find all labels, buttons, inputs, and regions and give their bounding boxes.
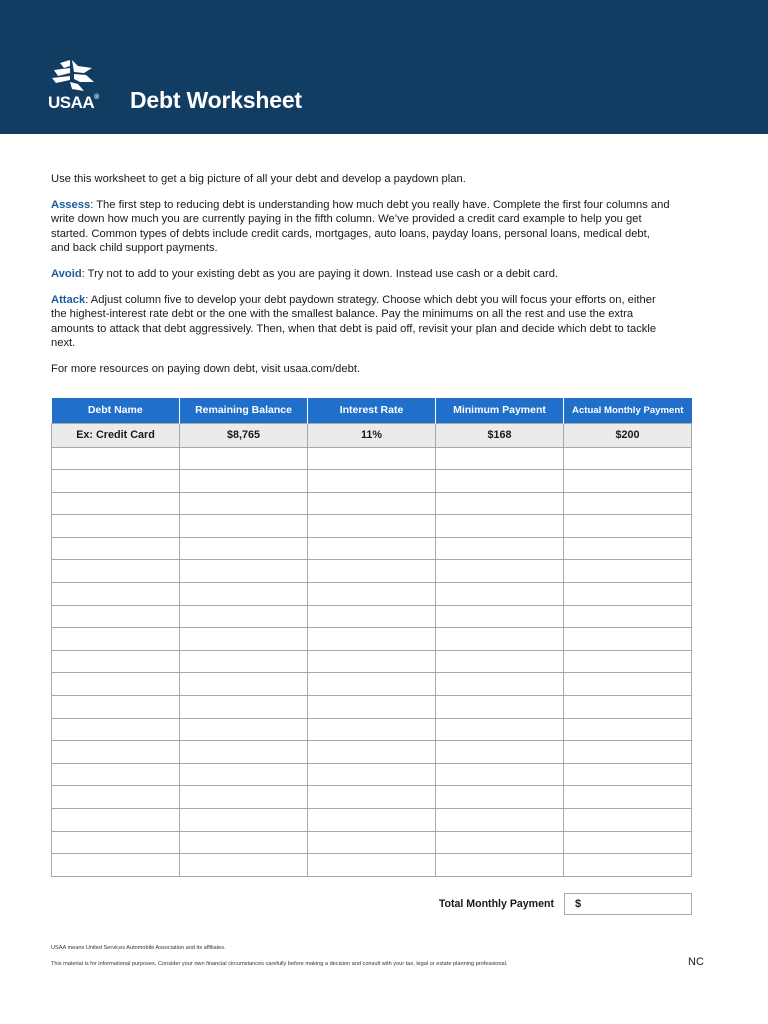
actual-cell[interactable] [564,628,692,651]
page-title: Debt Worksheet [130,87,302,113]
debt-name-cell[interactable] [52,560,180,583]
example-rate: 11% [308,423,436,447]
total-field[interactable]: $ [564,893,692,915]
col-debt-name: Debt Name [52,398,180,423]
example-debt-name: Ex: Credit Card [52,423,180,447]
balance-cell[interactable] [180,470,308,493]
footnote-disclaimer: This material is for informational purposes. Consider your own financial circumstances carefully before making a decision and consult with your tax, legal or estate planning professional. [51,961,508,967]
debt-name-cell[interactable] [52,786,180,809]
actual-cell[interactable] [564,809,692,832]
debt-name-cell[interactable] [52,854,180,877]
debt-name-cell[interactable] [52,809,180,832]
actual-cell[interactable] [564,718,692,741]
attack-label: Attack [51,293,86,306]
debt-name-cell[interactable] [52,696,180,719]
rate-cell[interactable] [308,605,436,628]
actual-cell[interactable] [564,583,692,606]
rate-cell[interactable] [308,537,436,560]
debt-name-cell[interactable] [52,763,180,786]
minimum-cell[interactable] [436,537,564,560]
minimum-cell[interactable] [436,470,564,493]
minimum-cell[interactable] [436,696,564,719]
table-row [52,605,692,628]
rate-cell[interactable] [308,673,436,696]
balance-cell[interactable] [180,492,308,515]
state-code: NC [688,956,704,968]
minimum-cell[interactable] [436,650,564,673]
table-row [52,763,692,786]
minimum-cell[interactable] [436,854,564,877]
rate-cell[interactable] [308,470,436,493]
minimum-cell[interactable] [436,605,564,628]
assess-label: Assess [51,198,91,211]
balance-cell[interactable] [180,741,308,764]
rate-cell[interactable] [308,650,436,673]
rate-cell[interactable] [308,560,436,583]
table-row [52,470,692,493]
table-header-row [52,398,692,423]
balance-cell[interactable] [180,673,308,696]
footnote-affiliates: USAA means United Services Automobile Association and its affiliates. [51,945,226,951]
table-row [52,650,692,673]
debt-name-cell[interactable] [52,492,180,515]
actual-cell[interactable] [564,673,692,696]
logo-text: USAA® [48,93,99,112]
actual-cell[interactable] [564,515,692,538]
table-row [52,809,692,832]
table-row [52,492,692,515]
rate-cell[interactable] [308,809,436,832]
instructions [51,172,671,388]
balance-cell[interactable] [180,560,308,583]
table-row [52,583,692,606]
debt-name-cell[interactable] [52,537,180,560]
actual-cell[interactable] [564,763,692,786]
debt-name-cell[interactable] [52,831,180,854]
balance-cell[interactable] [180,809,308,832]
balance-cell[interactable] [180,718,308,741]
minimum-cell[interactable] [436,786,564,809]
table-row [52,696,692,719]
balance-cell[interactable] [180,628,308,651]
table-row [52,447,692,470]
debt-name-cell[interactable] [52,515,180,538]
actual-cell[interactable] [564,696,692,719]
rate-cell[interactable] [308,763,436,786]
minimum-cell[interactable] [436,809,564,832]
minimum-cell[interactable] [436,492,564,515]
example-actual: $200 [564,423,692,447]
table-row [52,673,692,696]
debt-name-cell[interactable] [52,605,180,628]
minimum-cell[interactable] [436,628,564,651]
balance-cell[interactable] [180,831,308,854]
eagle-icon [50,60,96,92]
debt-name-cell[interactable] [52,583,180,606]
rate-cell[interactable] [308,492,436,515]
debt-name-cell[interactable] [52,718,180,741]
balance-cell[interactable] [180,696,308,719]
table-row [52,718,692,741]
balance-cell[interactable] [180,786,308,809]
actual-cell[interactable] [564,447,692,470]
rate-cell[interactable] [308,718,436,741]
example-minimum: $168 [436,423,564,447]
balance-cell[interactable] [180,447,308,470]
rate-cell[interactable] [308,741,436,764]
col-interest-rate: Interest Rate [308,398,436,423]
minimum-cell[interactable] [436,763,564,786]
rate-cell[interactable] [308,831,436,854]
table-row [52,515,692,538]
table-row [52,786,692,809]
assess-paragraph: Assess: The first step to reducing debt is understanding how much debt you really have. Complete the first four columns and write down how much you are currently paying in the fifth column. We’ve provided a credit card example to help you get started. Common types of debts include credit cards, mortgages, auto loans, payday loans, personal loans, medical debt, and back child support payments. [51,198,670,255]
minimum-cell[interactable] [436,583,564,606]
balance-cell[interactable] [180,583,308,606]
minimum-cell[interactable] [436,718,564,741]
table-row [52,741,692,764]
balance-cell[interactable] [180,854,308,877]
balance-cell[interactable] [180,763,308,786]
attack-paragraph: Attack: Adjust column five to develop your debt paydown strategy. Choose which debt you will focus your efforts on, either the highest-interest rate debt or the one with the smallest balance. Pay the minimums on all the rest and use the extra amounts to attack that debt aggressively. Then, when that debt is paid off, revisit your plan and decide which debt to tackle next. [51,293,657,350]
minimum-cell[interactable] [436,560,564,583]
balance-cell[interactable] [180,515,308,538]
actual-cell[interactable] [564,605,692,628]
col-minimum-payment: Minimum Payment [436,398,564,423]
minimum-cell[interactable] [436,447,564,470]
actual-cell[interactable] [564,786,692,809]
resources-line: For more resources on paying down debt, visit usaa.com/debt. [51,363,361,376]
table-row [52,537,692,560]
total-label: Total Monthly Payment [438,898,554,910]
balance-cell[interactable] [180,650,308,673]
debt-name-cell[interactable] [52,447,180,470]
actual-cell[interactable] [564,492,692,515]
total-row [51,893,692,915]
intro-line: Use this worksheet to get a big picture of all your debt and develop a paydown plan. [51,173,466,185]
table-row [52,854,692,877]
avoid-label: Avoid [51,268,82,281]
table-row [52,831,692,854]
debt-name-cell[interactable] [52,628,180,651]
actual-cell[interactable] [564,560,692,583]
table-row [52,628,692,651]
debt-table [51,398,692,877]
actual-cell[interactable] [564,650,692,673]
minimum-cell[interactable] [436,673,564,696]
actual-cell[interactable] [564,470,692,493]
col-actual-monthly-payment: Actual Monthly Payment [564,398,692,423]
debt-name-cell[interactable] [52,741,180,764]
balance-cell[interactable] [180,537,308,560]
actual-cell[interactable] [564,831,692,854]
rate-cell[interactable] [308,854,436,877]
rate-cell[interactable] [308,696,436,719]
actual-cell[interactable] [564,741,692,764]
actual-cell[interactable] [564,854,692,877]
table-row [52,560,692,583]
example-balance: $8,765 [180,423,308,447]
minimum-cell[interactable] [436,831,564,854]
rate-cell[interactable] [308,583,436,606]
minimum-cell[interactable] [436,741,564,764]
actual-cell[interactable] [564,537,692,560]
avoid-paragraph: Avoid: Try not to add to your existing debt as you are paying it down. Instead use cash or a debit card. [51,268,559,281]
example-row [52,423,692,447]
usaa-logo [48,60,100,116]
minimum-cell[interactable] [436,515,564,538]
debt-name-cell[interactable] [52,470,180,493]
rate-cell[interactable] [308,447,436,470]
rate-cell[interactable] [308,786,436,809]
debt-name-cell[interactable] [52,650,180,673]
page-header [0,0,768,134]
rate-cell[interactable] [308,515,436,538]
col-remaining-balance: Remaining Balance [180,398,308,423]
rate-cell[interactable] [308,628,436,651]
debt-name-cell[interactable] [52,673,180,696]
balance-cell[interactable] [180,605,308,628]
